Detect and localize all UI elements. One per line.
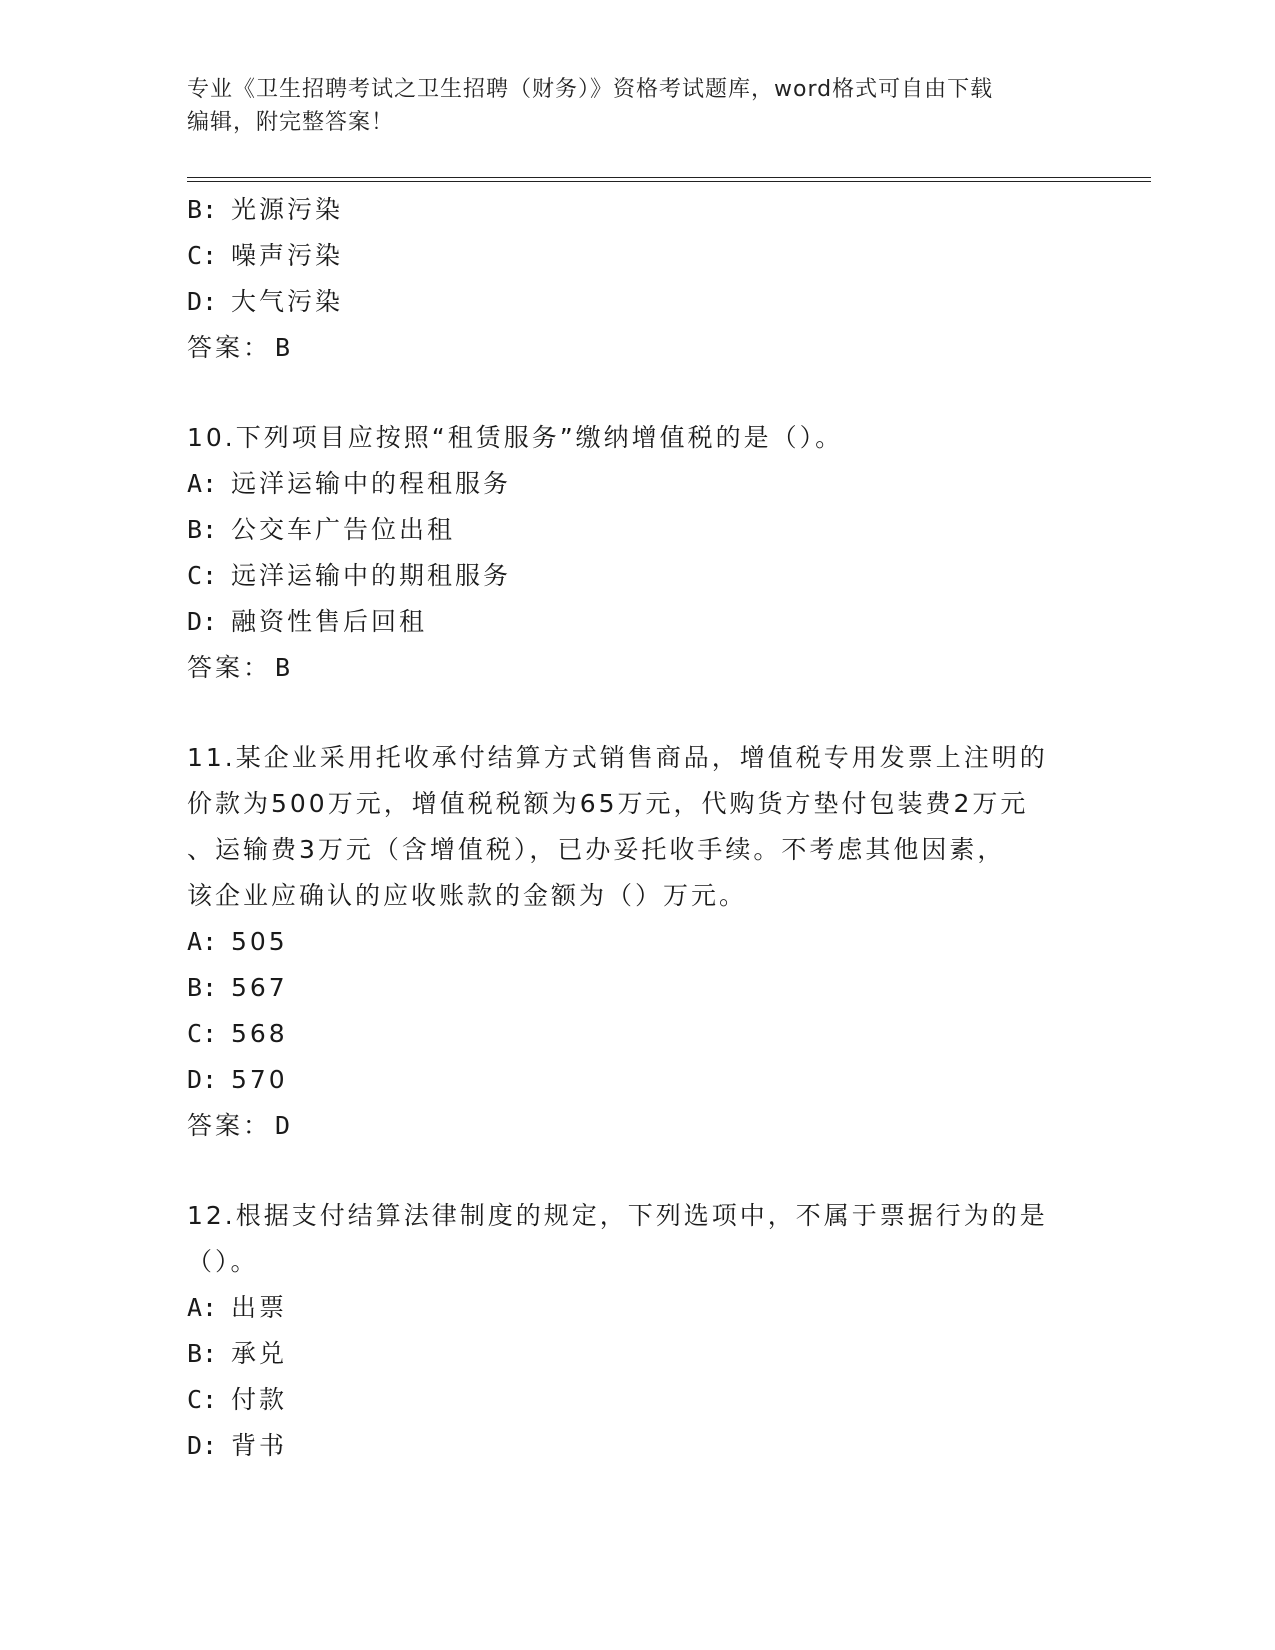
answer-value: B	[275, 333, 291, 362]
option-b	[187, 187, 1087, 233]
option-b	[187, 1331, 1087, 1377]
option-letter: A:	[187, 1293, 218, 1322]
question-text-line: 12.根据支付结算法律制度的规定，下列选项中，不属于票据行为的是	[187, 1201, 1048, 1230]
option-d	[187, 1057, 1087, 1103]
option-letter: B:	[187, 515, 218, 544]
question-9-tail	[187, 187, 1087, 371]
spacer	[187, 1149, 1087, 1193]
document-header	[187, 73, 1087, 139]
option-text: 567	[231, 973, 288, 1002]
option-letter: B:	[187, 195, 218, 224]
option-text: 公交车广告位出租	[231, 515, 456, 544]
option-letter: C:	[187, 1385, 218, 1414]
option-c	[187, 1377, 1087, 1423]
question-12	[187, 1193, 1087, 1469]
option-letter: D:	[187, 1431, 218, 1460]
option-text: 噪声污染	[231, 241, 344, 270]
option-text: 568	[231, 1019, 288, 1048]
option-text: 出票	[231, 1293, 288, 1322]
option-letter: C:	[187, 241, 218, 270]
answer-label: 答案：	[187, 1111, 272, 1140]
question-10	[187, 415, 1087, 691]
question-11	[187, 735, 1087, 1149]
option-a	[187, 1285, 1087, 1331]
option-d	[187, 279, 1087, 325]
option-letter: B:	[187, 973, 218, 1002]
answer-line	[187, 645, 1087, 691]
option-letter: A:	[187, 927, 218, 956]
option-letter: D:	[187, 607, 218, 636]
option-letter: A:	[187, 469, 218, 498]
question-text-line: 10.下列项目应按照“租赁服务”缴纳增值税的是（）。	[187, 423, 844, 452]
header-divider-top	[187, 177, 1151, 178]
option-text: 付款	[231, 1385, 288, 1414]
option-b	[187, 507, 1087, 553]
option-c	[187, 1011, 1087, 1057]
option-c	[187, 553, 1087, 599]
option-text: 505	[231, 927, 288, 956]
answer-value: B	[275, 653, 291, 682]
question-list	[187, 187, 1087, 1469]
header-divider-bottom	[187, 181, 1151, 182]
option-text: 光源污染	[231, 195, 344, 224]
question-text-line: 该企业应确认的应收账款的金额为（）万元。	[187, 881, 748, 910]
option-b	[187, 965, 1087, 1011]
option-c	[187, 233, 1087, 279]
answer-label: 答案：	[187, 333, 272, 362]
question-text-line: 11.某企业采用托收承付结算方式销售商品，增值税专用发票上注明的	[187, 743, 1048, 772]
question-text-line: 、运输费3万元（含增值税），已办妥托收手续。不考虑其他因素，	[187, 835, 1006, 864]
option-d	[187, 599, 1087, 645]
option-text: 承兑	[231, 1339, 288, 1368]
option-letter: C:	[187, 561, 218, 590]
option-text: 融资性售后回租	[231, 607, 428, 636]
option-letter: D:	[187, 1065, 218, 1094]
answer-line	[187, 1103, 1087, 1149]
option-text: 远洋运输中的程租服务	[231, 469, 512, 498]
option-d	[187, 1423, 1087, 1469]
option-text: 背书	[231, 1431, 288, 1460]
option-letter: B:	[187, 1339, 218, 1368]
header-line-2: 编辑，附完整答案！	[187, 110, 395, 135]
header-line-1: 专业《卫生招聘考试之卫生招聘（财务）》资格考试题库，word格式可自由下载	[187, 77, 994, 102]
option-letter: C:	[187, 1019, 218, 1048]
answer-value: D	[275, 1111, 291, 1140]
option-letter: D:	[187, 287, 218, 316]
option-text: 远洋运输中的期租服务	[231, 561, 512, 590]
option-a	[187, 919, 1087, 965]
spacer	[187, 691, 1087, 735]
option-text: 570	[231, 1065, 288, 1094]
spacer	[187, 371, 1087, 415]
answer-label: 答案：	[187, 653, 272, 682]
answer-line	[187, 325, 1087, 371]
question-text-line: 价款为500万元，增值税税额为65万元，代购货方垫付包装费2万元	[187, 789, 1029, 818]
option-a	[187, 461, 1087, 507]
option-text: 大气污染	[231, 287, 344, 316]
question-text-line: （）。	[187, 1247, 259, 1276]
